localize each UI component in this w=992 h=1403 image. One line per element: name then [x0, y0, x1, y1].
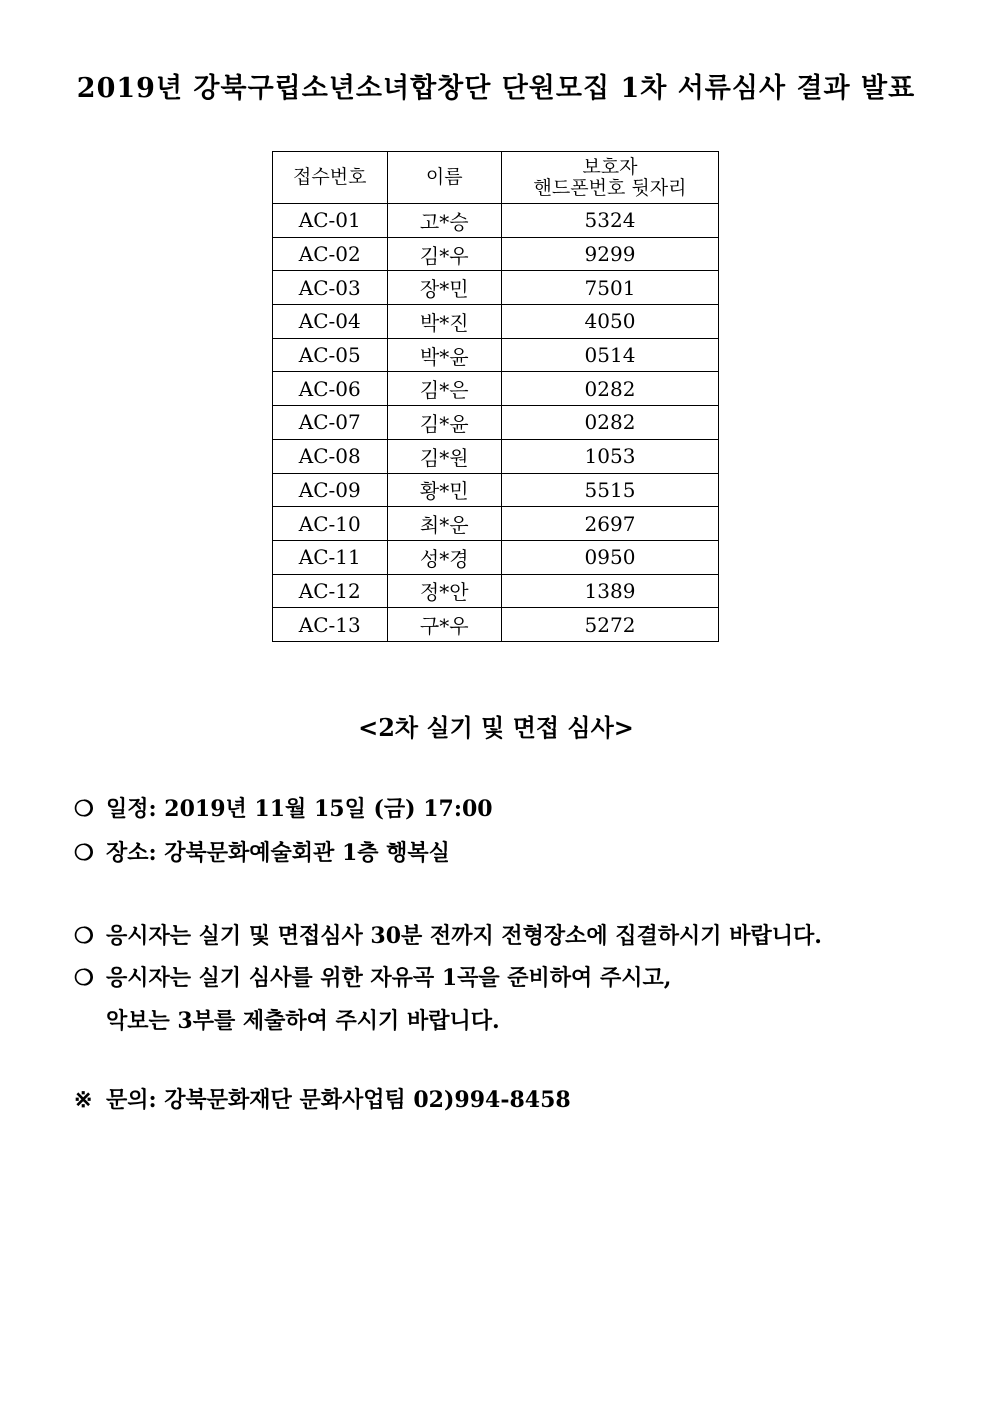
cell-name: 김*윤 [387, 406, 501, 440]
cell-phone: 5515 [501, 473, 718, 507]
cell-name: 성*경 [387, 540, 501, 574]
cell-receipt-no: AC-12 [273, 574, 388, 608]
cell-phone: 9299 [501, 237, 718, 271]
cell-name: 박*진 [387, 305, 501, 339]
cell-receipt-no: AC-01 [273, 204, 388, 238]
schedule-text: 일정: 2019년 11월 15일 (금) 17:00 [106, 796, 493, 822]
header-phone-line2: 핸드폰번호 뒷자리 [533, 176, 687, 199]
table-row [273, 540, 719, 574]
cell-name: 김*원 [387, 439, 501, 473]
cell-receipt-no: AC-03 [273, 271, 388, 305]
cell-name: 박*윤 [387, 338, 501, 372]
results-table [272, 151, 719, 642]
table-row [273, 305, 719, 339]
table-row [273, 237, 719, 271]
cell-phone: 5324 [501, 204, 718, 238]
table-header-row [273, 152, 719, 204]
schedule-line [74, 792, 493, 823]
cell-phone: 1389 [501, 574, 718, 608]
cell-name: 김*우 [387, 237, 501, 271]
reference-mark-icon: ※ [74, 1087, 93, 1113]
table-row [273, 338, 719, 372]
bullet-icon: ❍ [74, 923, 94, 949]
place-text: 장소: 강북문화예술회관 1층 행복실 [106, 840, 450, 866]
notice1-line [74, 919, 822, 950]
header-phone-line1: 보호자 [582, 155, 638, 178]
header-receipt-no: 접수번호 [273, 152, 388, 204]
cell-name: 장*민 [387, 271, 501, 305]
cell-name: 황*민 [387, 473, 501, 507]
table-row [273, 271, 719, 305]
cell-phone: 0282 [501, 372, 718, 406]
notice2-continuation [106, 1004, 500, 1035]
cell-phone: 1053 [501, 439, 718, 473]
cell-name: 구*우 [387, 608, 501, 642]
cell-receipt-no: AC-09 [273, 473, 388, 507]
cell-receipt-no: AC-02 [273, 237, 388, 271]
place-line [74, 836, 450, 867]
contact-text: 문의: 강북문화재단 문화사업팀 02)994-8458 [106, 1087, 571, 1113]
cell-receipt-no: AC-10 [273, 507, 388, 541]
cell-receipt-no: AC-05 [273, 338, 388, 372]
cell-receipt-no: AC-07 [273, 406, 388, 440]
table-row [273, 204, 719, 238]
cell-name: 최*운 [387, 507, 501, 541]
header-name: 이름 [387, 152, 501, 204]
cell-receipt-no: AC-06 [273, 372, 388, 406]
notice2-text-line2: 악보는 3부를 제출하여 주시기 바랍니다. [106, 1008, 500, 1034]
cell-name: 김*은 [387, 372, 501, 406]
table-row [273, 574, 719, 608]
cell-receipt-no: AC-04 [273, 305, 388, 339]
notice1-text: 응시자는 실기 및 면접심사 30분 전까지 전형장소에 집결하시기 바랍니다. [106, 923, 822, 949]
cell-name: 정*안 [387, 574, 501, 608]
header-phone [501, 152, 718, 204]
cell-phone: 0950 [501, 540, 718, 574]
notice2-line [74, 961, 671, 992]
cell-phone: 0514 [501, 338, 718, 372]
cell-phone: 0282 [501, 406, 718, 440]
section-title: <2차 실기 및 면접 심사> [358, 713, 634, 742]
table-row [273, 406, 719, 440]
table-row [273, 608, 719, 642]
table-row [273, 372, 719, 406]
cell-receipt-no: AC-11 [273, 540, 388, 574]
bullet-icon: ❍ [74, 965, 94, 991]
cell-phone: 5272 [501, 608, 718, 642]
cell-name: 고*승 [387, 204, 501, 238]
table-row [273, 439, 719, 473]
contact-line [74, 1083, 571, 1114]
bullet-icon: ❍ [74, 840, 94, 866]
table-row [273, 473, 719, 507]
notice2-text-line1: 응시자는 실기 심사를 위한 자유곡 1곡을 준비하여 주시고, [106, 965, 672, 991]
bullet-icon: ❍ [74, 796, 94, 822]
cell-phone: 7501 [501, 271, 718, 305]
cell-phone: 2697 [501, 507, 718, 541]
cell-receipt-no: AC-08 [273, 439, 388, 473]
table-row [273, 507, 719, 541]
document-title: 2019년 강북구립소년소녀합창단 단원모집 1차 서류심사 결과 발표 [76, 73, 916, 104]
cell-receipt-no: AC-13 [273, 608, 388, 642]
cell-phone: 4050 [501, 305, 718, 339]
